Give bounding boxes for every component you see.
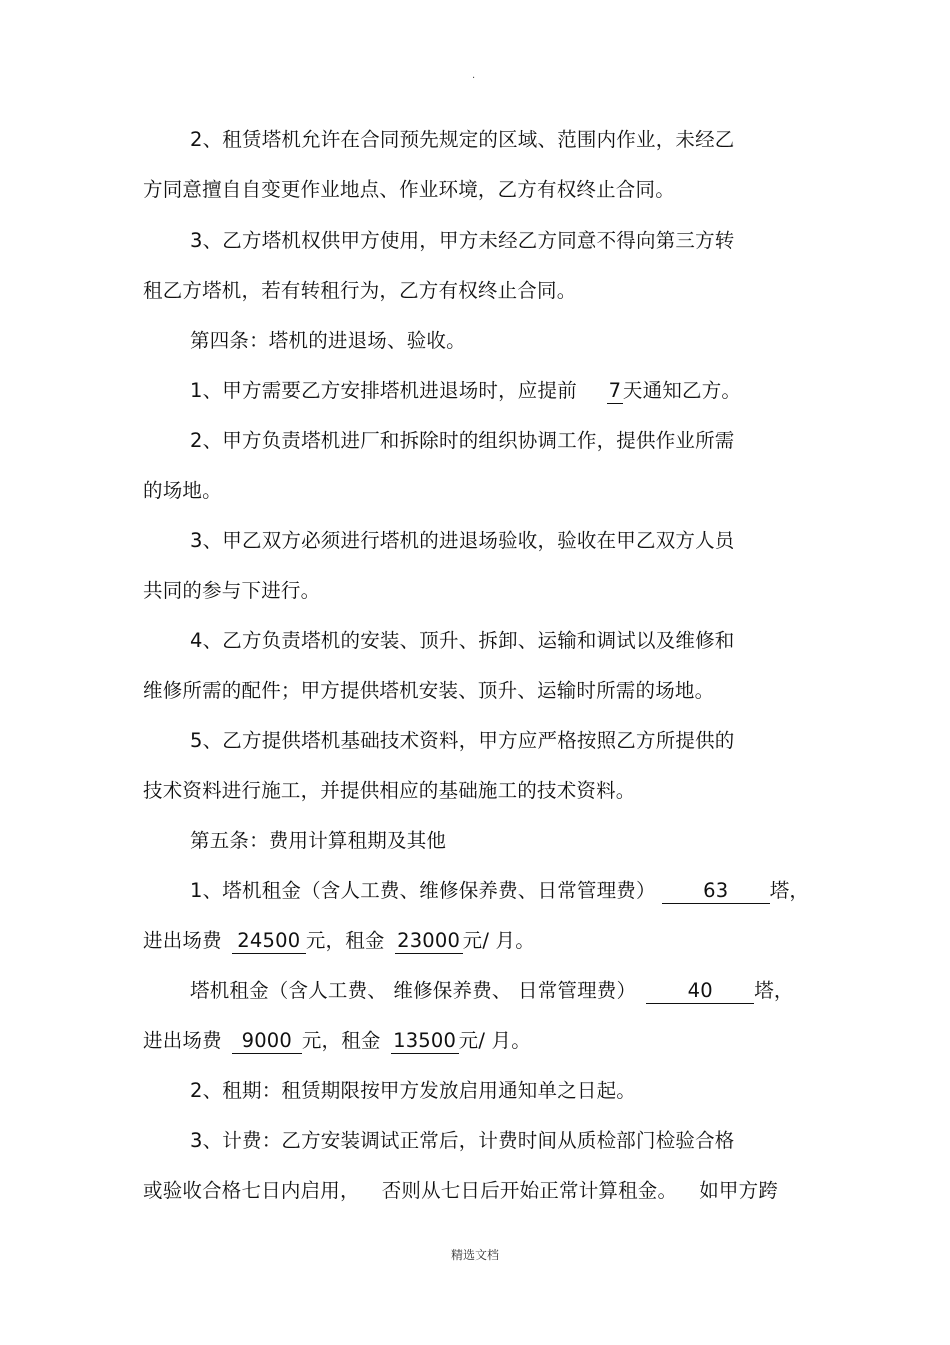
clause-4-item-1-text-after: 天通知乙方。: [622, 379, 742, 402]
tower-count-1-value: 63: [662, 879, 770, 904]
clause-3-item-2-line-2: 方同意擅自自变更作业地点、作业环境，乙方有权终止合同。: [143, 178, 675, 201]
clause-5-item-1-line-2: [143, 926, 535, 956]
clause-4-item-2-line-1: 2、甲方负责塔机进厂和拆除时的组织协调工作，提供作业所需: [190, 429, 735, 452]
clause-5-heading: 第五条：费用计算租期及其他: [190, 829, 447, 852]
monthly-rent-2-value: 13500: [391, 1029, 459, 1054]
clause-5-item-3-line-1: 3、计费：乙方安装调试正常后，计费时间从质检部门检验合格: [190, 1129, 735, 1152]
rent-item-1-unit: 塔，: [769, 879, 810, 902]
rent-item-2-line-1: [190, 976, 794, 1006]
tower-count-2-value: 40: [646, 979, 754, 1004]
rent-item-2-line-2: [143, 1026, 531, 1056]
clause-4-item-3-line-2: 共同的参与下进行。: [143, 579, 321, 602]
clause-4-item-5-line-1: 5、乙方提供塔机基础技术资料，甲方应严格按照乙方所提供的: [190, 729, 735, 752]
clause-4-item-2-line-2: 的场地。: [143, 479, 222, 502]
rent-item-2-text: 塔机租金（含人工费、 维修保养费、 日常管理费）: [190, 979, 637, 1002]
rent-label-2: 元，租金: [301, 1029, 381, 1052]
entry-exit-fee-label-1: 进出场费: [143, 929, 222, 952]
clause-3-item-2-line-1: 2、租赁塔机允许在合同预先规定的区域、范围内作业，未经乙: [190, 128, 735, 151]
clause-3-item-3-line-2: 租乙方塔机，若有转租行为，乙方有权终止合同。: [143, 279, 577, 302]
clause-5-item-3-line-2: [143, 1176, 778, 1206]
clause-4-item-5-line-2: 技术资料进行施工，并提供相应的基础施工的技术资料。: [143, 779, 636, 802]
billing-text-part-2: 否则从七日后开始正常计算租金。: [381, 1179, 678, 1202]
rent-unit-1: 元/ 月。: [462, 929, 535, 952]
clause-4-item-1-text-before: 1、甲方需要乙方安排塔机进退场时，应提前: [190, 379, 577, 402]
clause-4-item-4-line-1: 4、乙方负责塔机的安装、顶升、拆卸、运输和调试以及维修和: [190, 629, 735, 652]
clause-4-heading: 第四条：塔机的进退场、验收。: [190, 329, 466, 352]
clause-4-item-1: [190, 376, 741, 406]
clause-4-item-4-line-2: 维修所需的配件；甲方提供塔机安装、顶升、运输时所需的场地。: [143, 679, 715, 702]
rent-item-2-unit: 塔，: [754, 979, 794, 1002]
monthly-rent-1-value: 23000: [395, 929, 463, 954]
entry-exit-fee-label-2: 进出场费: [143, 1029, 222, 1052]
entry-exit-fee-2-value: 9000: [232, 1029, 302, 1054]
clause-3-item-3-line-1: 3、乙方塔机权供甲方使用，甲方未经乙方同意不得向第三方转: [190, 229, 735, 252]
entry-exit-fee-1-value: 24500: [232, 929, 306, 954]
notice-days-value: 7: [608, 379, 622, 402]
rent-item-1-text: 1、塔机租金（含人工费、维修保养费、日常管理费）: [190, 879, 656, 902]
page-footer-label: 精选文档: [450, 1248, 499, 1262]
clause-4-item-3-line-1: 3、甲乙双方必须进行塔机的进退场验收，验收在甲乙双方人员: [190, 529, 735, 552]
clause-5-item-1-line-1: [190, 876, 809, 906]
clause-5-item-2: 2、租期：租赁期限按甲方发放启用通知单之日起。: [190, 1079, 637, 1102]
rent-unit-2: 元/ 月。: [458, 1029, 531, 1052]
page-header-mark: .: [472, 70, 476, 81]
billing-text-part-1: 或验收合格七日内启用，: [143, 1179, 360, 1202]
rent-label-1: 元，租金: [305, 929, 385, 952]
billing-text-part-3: 如甲方跨: [699, 1179, 779, 1202]
